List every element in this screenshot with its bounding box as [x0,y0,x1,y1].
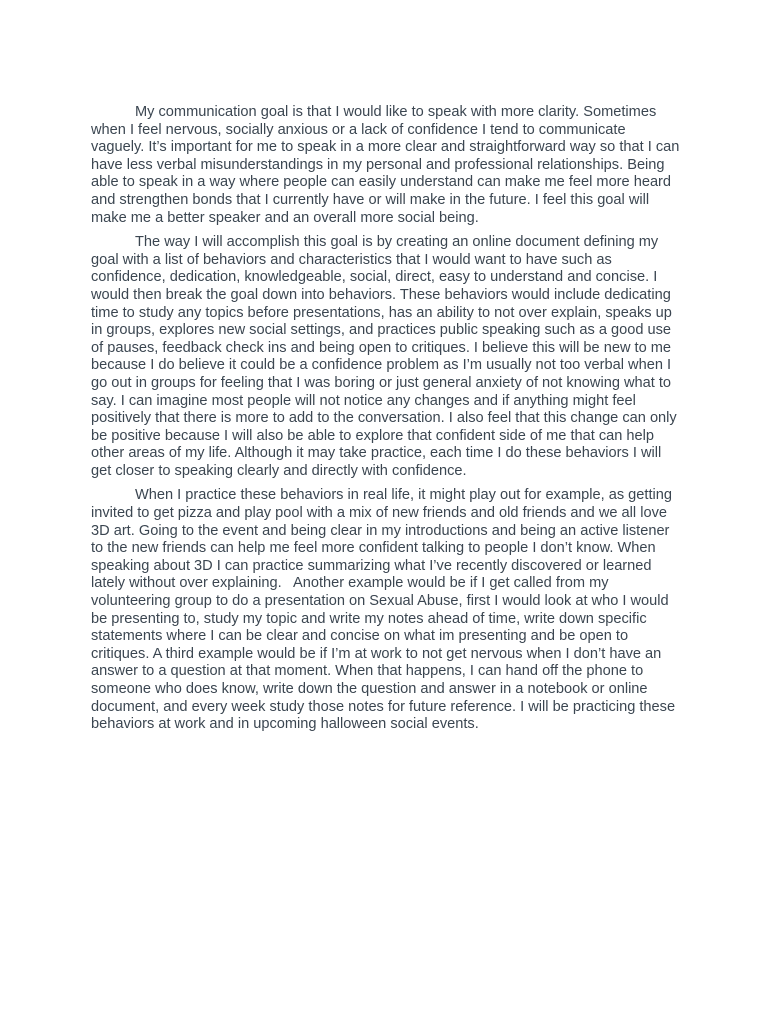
paragraph-1: My communication goal is that I would like to speak with more clarity. Sometimes when I feel nervous, socially anxious or a lack of confidence I tend to communicate vaguely. It’s important for me to speak in a more clear and straightforward way so that I can have less verbal misunderstandings in my personal and professional relationships. Being able to speak in a way where people can easily understand can make me feel more heard and strengthen bonds that I currently have or will make in the future. I feel this goal will make me a better speaker and an overall more social being. [91,104,684,226]
paragraph-2: The way I will accomplish this goal is by creating an online document defining my goal with a list of behaviors and characteristics that I would want to have such as confidence, dedication, knowledgeable, social, direct, easy to understand and concise. I would then break the goal down into behaviors. These behaviors would include dedicating time to study any topics before presentations, has an ability to not over explain, speaks up in groups, explores new social settings, and practices public speaking such as a good use of pauses, feedback check ins and being open to critiques. I believe this will be new to me because I do believe it could be a confidence problem as I’m usually not too verbal when I go out in groups for feeling that I was boring or just general anxiety of not knowing what to say. I can imagine most people will not notice any changes and if anything might feel positively that there is more to add to the conversation. I also feel that this change can only be positive because I will also be able to explore that confident side of me that can help other areas of my life. Although it may take practice, each time I do these behaviors I will get closer to speaking clearly and directly with confidence. [91,234,681,479]
document-body [91,104,684,741]
paragraph-3: When I practice these behaviors in real life, it might play out for example, as getting invited to get pizza and play pool with a mix of new friends and old friends and we all love 3D art. Going to the event and being clear in my introductions and being an active listener to the new friends can help me feel more confident talking to people I don’t know. When speaking about 3D I can practice summarizing what I’ve recently discovered or learned lately without over explaining. Another example would be if I get called from my volunteering group to do a presentation on Sexual Abuse, first I would look at who I would be presenting to, study my topic and write my notes ahead of time, write down specific statements where I can be clear and concise on what im presenting and be open to critiques. A third example would be if I’m at work to not get nervous when I don’t have an answer to a question at that moment. When that happens, I can hand off the phone to someone who does know, write down the question and answer in a notebook or online document, and every week study those notes for future reference. I will be practicing these behaviors at work and in upcoming halloween social events. [91,487,680,733]
